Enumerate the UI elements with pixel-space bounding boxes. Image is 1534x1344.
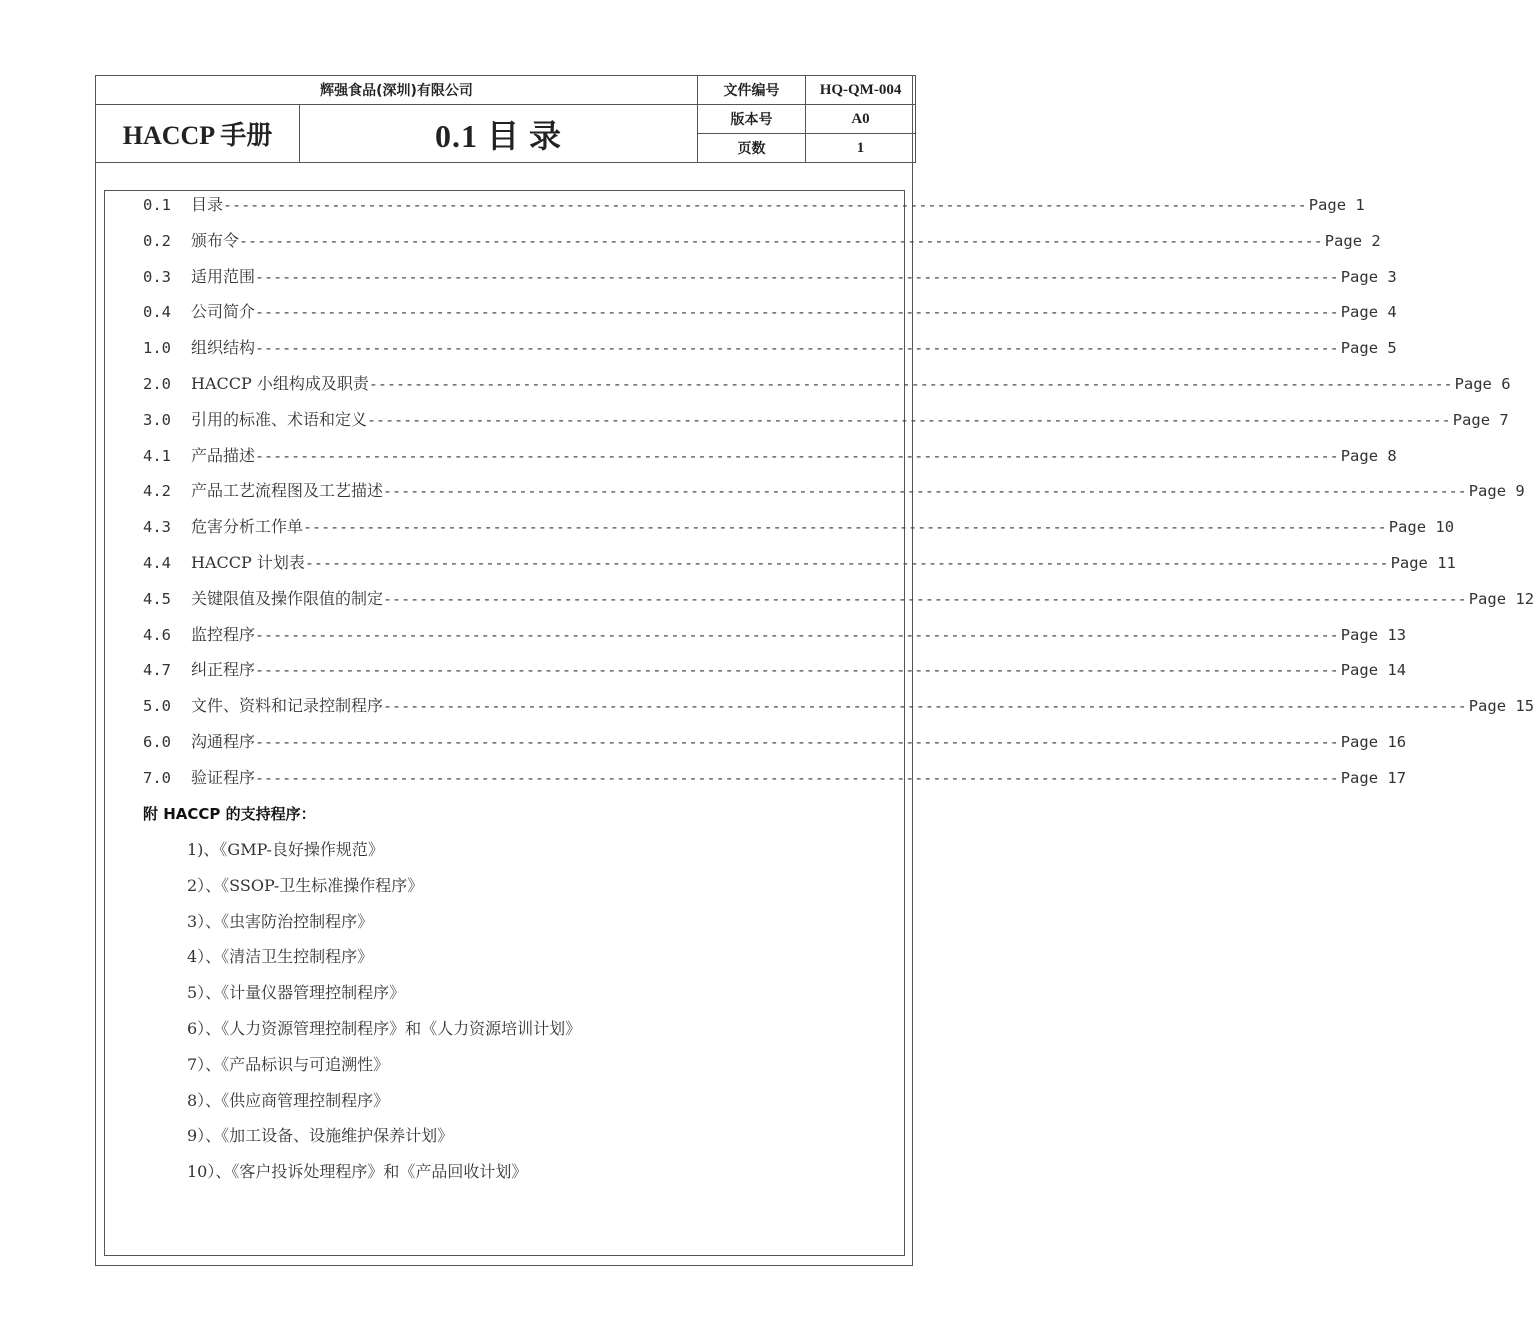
toc-entry-title: 危害分析工作单 bbox=[191, 517, 304, 537]
toc-entry-page: Page 3 bbox=[1340, 267, 1397, 286]
toc-entry-title: 监控程序 bbox=[191, 624, 256, 644]
toc-entry-page: Page 12 bbox=[1468, 589, 1534, 608]
toc-leader: ------------------------------------------------------------------------------------------------------------------------ bbox=[368, 374, 1453, 393]
toc-entry-page: Page 14 bbox=[1340, 661, 1407, 680]
page-count-label: 页数 bbox=[698, 134, 806, 163]
appendix-item: 4）、《清洁卫生控制程序》 bbox=[187, 947, 374, 967]
toc-entry bbox=[143, 477, 1525, 513]
toc-entry bbox=[143, 513, 1455, 549]
toc-entry-number: 0.4 bbox=[143, 303, 171, 322]
toc-entry-number: 4.5 bbox=[143, 589, 171, 608]
toc-entry bbox=[143, 621, 1407, 657]
toc-entry-title: 颁布令 bbox=[191, 230, 240, 250]
toc-entry-page: Page 1 bbox=[1308, 196, 1365, 214]
toc-entry-number: 4.7 bbox=[143, 661, 171, 680]
doc-number-value: HQ-QM-004 bbox=[806, 76, 916, 105]
toc-entry-number: 4.6 bbox=[143, 625, 171, 644]
toc-entry-number: 1.0 bbox=[143, 339, 171, 358]
toc-entry-number: 4.2 bbox=[143, 482, 171, 501]
appendix-item: 3）、《虫害防治控制程序》 bbox=[187, 911, 374, 931]
page-title: 0.1 目 录 bbox=[300, 105, 698, 163]
toc-leader: ------------------------------------------------------------------------------------------------------------------------ bbox=[255, 732, 1339, 751]
toc-entry-title: HACCP 计划表 bbox=[191, 552, 305, 572]
toc-entry-number: 7.0 bbox=[143, 768, 171, 787]
toc-leader: ------------------------------------------------------------------------------------------------------------------------ bbox=[223, 196, 1307, 214]
table-of-contents bbox=[143, 191, 1534, 800]
appendix-item: 6）、《人力资源管理控制程序》和《人力资源培训计划》 bbox=[187, 1018, 582, 1038]
toc-entry-title: 关键限值及操作限值的制定 bbox=[191, 588, 384, 608]
toc-entry bbox=[143, 585, 1534, 621]
appendix-item: 7）、《产品标识与可追溯性》 bbox=[187, 1054, 390, 1074]
toc-entry-page: Page 4 bbox=[1340, 303, 1397, 322]
toc-entry-page: Page 8 bbox=[1340, 446, 1397, 465]
appendix-title: 附 HACCP 的支持程序： bbox=[143, 805, 316, 823]
appendix-item: 8）、《供应商管理控制程序》 bbox=[187, 1090, 390, 1110]
toc-entry-number: 0.1 bbox=[143, 196, 171, 214]
company-name: 辉强食品(深圳)有限公司 bbox=[96, 76, 698, 105]
toc-entry-title: HACCP 小组构成及职责 bbox=[191, 373, 369, 393]
toc-entry-title: 产品工艺流程图及工艺描述 bbox=[191, 481, 384, 501]
toc-entry-number: 0.2 bbox=[143, 231, 171, 250]
toc-entry-page: Page 5 bbox=[1340, 339, 1397, 358]
toc-entry-number: 4.3 bbox=[143, 518, 171, 537]
toc-entry-title: 公司简介 bbox=[191, 302, 256, 322]
appendix-item: 1)、《GMP-良好操作规范》 bbox=[187, 840, 384, 859]
toc-leader: ------------------------------------------------------------------------------------------------------------------------ bbox=[383, 697, 1467, 716]
toc-entry bbox=[143, 656, 1407, 692]
toc-entry bbox=[143, 298, 1397, 334]
toc-entry bbox=[143, 227, 1381, 263]
appendix-item: 10）、《客户投诉处理程序》和《产品回收计划》 bbox=[187, 1162, 528, 1182]
appendix-list bbox=[187, 838, 581, 1196]
toc-entry bbox=[143, 406, 1509, 442]
toc-entry-page: Page 10 bbox=[1388, 518, 1455, 537]
toc-entry-title: 目录 bbox=[191, 195, 224, 214]
toc-leader: ------------------------------------------------------------------------------------------------------------------------ bbox=[304, 553, 1389, 572]
toc-entry bbox=[143, 442, 1397, 478]
toc-entry bbox=[143, 263, 1397, 299]
toc-entry-page: Page 2 bbox=[1324, 231, 1381, 250]
toc-entry bbox=[143, 692, 1534, 728]
toc-leader: ------------------------------------------------------------------------------------------------------------------------ bbox=[303, 518, 1387, 537]
version-value: A0 bbox=[806, 105, 916, 134]
toc-entry-number: 4.4 bbox=[143, 553, 171, 572]
toc-leader: ------------------------------------------------------------------------------------------------------------------------ bbox=[255, 303, 1339, 322]
toc-leader: ------------------------------------------------------------------------------------------------------------------------ bbox=[255, 768, 1339, 787]
toc-entry-title: 产品描述 bbox=[191, 445, 256, 465]
toc-entry-number: 5.0 bbox=[143, 697, 171, 716]
toc-entry bbox=[143, 191, 1365, 227]
toc-leader: ------------------------------------------------------------------------------------------------------------------------ bbox=[367, 410, 1451, 429]
toc-leader: ------------------------------------------------------------------------------------------------------------------------ bbox=[255, 661, 1339, 680]
toc-entry-page: Page 16 bbox=[1340, 732, 1407, 751]
toc-entry-title: 适用范围 bbox=[191, 266, 256, 286]
toc-entry-page: Page 15 bbox=[1468, 697, 1534, 716]
toc-entry-page: Page 7 bbox=[1452, 410, 1509, 429]
toc-entry-page: Page 17 bbox=[1340, 768, 1407, 787]
toc-leader: ------------------------------------------------------------------------------------------------------------------------ bbox=[255, 625, 1339, 644]
appendix-item: 9）、《加工设备、设施维护保养计划》 bbox=[187, 1126, 454, 1146]
toc-entry-title: 引用的标准、术语和定义 bbox=[191, 409, 368, 429]
toc-entry bbox=[143, 728, 1407, 764]
toc-entry-title: 验证程序 bbox=[191, 767, 256, 787]
page-count-value: 1 bbox=[806, 134, 916, 163]
manual-name: HACCP 手册 bbox=[96, 105, 300, 163]
toc-leader: ------------------------------------------------------------------------------------------------------------------------ bbox=[239, 231, 1323, 250]
toc-entry-number: 3.0 bbox=[143, 410, 171, 429]
toc-entry-title: 沟通程序 bbox=[191, 731, 256, 751]
appendix-item: 2）、《SSOP-卫生标准操作程序》 bbox=[187, 875, 424, 895]
version-label: 版本号 bbox=[698, 105, 806, 134]
toc-entry bbox=[143, 334, 1397, 370]
toc-entry-title: 纠正程序 bbox=[191, 660, 256, 680]
toc-leader: ------------------------------------------------------------------------------------------------------------------------ bbox=[383, 589, 1467, 608]
toc-leader: ------------------------------------------------------------------------------------------------------------------------ bbox=[255, 267, 1339, 286]
toc-entry-title: 组织结构 bbox=[191, 338, 256, 358]
toc-entry-number: 6.0 bbox=[143, 732, 171, 751]
toc-entry-number: 4.1 bbox=[143, 446, 171, 465]
document-header-table bbox=[95, 75, 916, 163]
toc-entry-title: 文件、资料和记录控制程序 bbox=[191, 696, 384, 716]
toc-entry-page: Page 13 bbox=[1340, 625, 1407, 644]
toc-leader: ------------------------------------------------------------------------------------------------------------------------ bbox=[383, 482, 1467, 501]
toc-entry bbox=[143, 549, 1456, 585]
toc-entry bbox=[143, 764, 1407, 800]
toc-entry-page: Page 9 bbox=[1468, 482, 1525, 501]
appendix-item: 5）、《计量仪器管理控制程序》 bbox=[187, 983, 406, 1003]
toc-entry-page: Page 11 bbox=[1390, 553, 1456, 572]
toc-leader: ------------------------------------------------------------------------------------------------------------------------ bbox=[255, 339, 1339, 358]
toc-entry-number: 2.0 bbox=[143, 374, 171, 393]
toc-entry bbox=[143, 370, 1511, 406]
toc-leader: ------------------------------------------------------------------------------------------------------------------------ bbox=[255, 446, 1339, 465]
toc-entry-number: 0.3 bbox=[143, 267, 171, 286]
toc-entry-page: Page 6 bbox=[1454, 374, 1511, 393]
doc-number-label: 文件编号 bbox=[698, 76, 806, 105]
